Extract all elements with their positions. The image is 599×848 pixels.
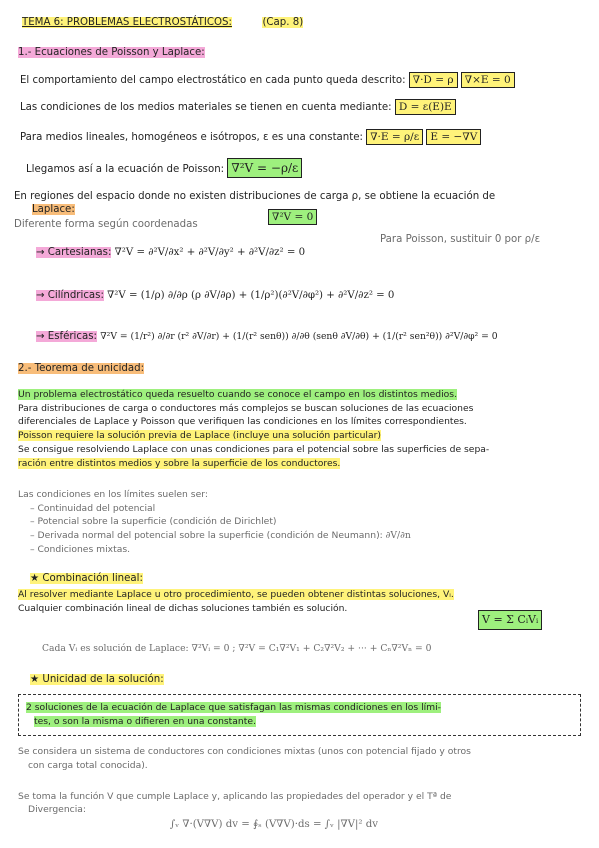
uniqueness-statement-2: tes, o son la misma o difieren en una constante.	[34, 716, 256, 727]
condition-1: – Continuidad del potencial	[30, 503, 156, 514]
line-material-conditions: Las condiciones de los medios materiales se tienen en cuenta mediante: D = ε(E)E	[20, 99, 456, 115]
cartesian-equation: ∇²V = ∂²V/∂x² + ∂²V/∂y² + ∂²V/∂z² = 0	[114, 247, 306, 258]
uniqueness-statement-1: 2 soluciones de la ecuación de Laplace que satisfagan las mismas condiciones en los lími-	[26, 702, 441, 713]
gauss-law-box: ∇·D = ρ	[409, 72, 458, 88]
constitutive-box: D = ε(E)E	[395, 99, 456, 115]
section-2-heading: 2.- Teorema de unicidad:	[18, 363, 145, 374]
gradient-box: E = −∇V	[426, 129, 481, 145]
line-linear-media: Para medios lineales, homogéneos e isótropos, ε es una constante: ∇·E = ρ/ε E = −∇V	[20, 129, 481, 145]
divergence-equation: ∫ᵥ ∇·(V∇V) dv = ∮ₛ (V∇V)·ds = ∫ᵥ |∇V|² dv	[170, 819, 379, 830]
uniqueness-p4b: ración entre distintos medios y sobre la superficie de los conductores.	[18, 458, 341, 469]
uniqueness-p3: Poisson requiere la solución previa de Laplace (incluye una solución particular)	[18, 430, 381, 441]
uniqueness-p2a: Para distribuciones de carga o conductores más complejos se buscan soluciones de las ecuaciones	[18, 403, 474, 414]
uniqueness-p4a: Se consigue resolviendo Laplace con unas condiciones para el potencial sobre las superficies de sepa-	[18, 444, 490, 455]
chapter-ref: (Cap. 8)	[262, 17, 304, 28]
section-1-heading: 1.- Ecuaciones de Poisson y Laplace:	[18, 47, 205, 58]
linear-combination-box: V = Σ CᵢVᵢ	[478, 610, 542, 630]
laplace-equation-box: ∇²V = 0	[268, 209, 317, 225]
uniqueness-sol-heading: ★ Unicidad de la solución:	[30, 674, 164, 685]
combination-line-3: Cada Vᵢ es solución de Laplace: ∇²Vᵢ = 0 ; ∇²V = C₁∇²V₁ + C₂∇²V₂ + ··· + Cₙ∇²Vₙ = 0	[42, 643, 432, 654]
cylindrical-equation: ∇²V = (1/ρ) ∂/∂ρ (ρ ∂V/∂ρ) + (1/ρ²)(∂²V/∂φ²) + ∂²V/∂z² = 0	[107, 290, 395, 301]
uniqueness-p2b: diferenciales de Laplace y Poisson que verifiquen las condiciones en los límites correspondientes.	[18, 416, 467, 427]
condition-2: – Potencial sobre la superficie (condición de Dirichlet)	[30, 516, 277, 527]
divergence-line-2: Divergencia:	[28, 804, 86, 815]
conditions-intro: Las condiciones en los límites suelen ser:	[18, 489, 208, 500]
page-title-row	[22, 16, 303, 29]
line-poisson: Llegamos así a la ecuación de Poisson: ∇²V = −ρ/ε	[26, 158, 302, 178]
combination-heading: ★ Combinación lineal:	[30, 573, 143, 584]
system-line-2: con carga total conocida).	[28, 760, 148, 771]
curl-free-box: ∇×E = 0	[461, 72, 515, 88]
combination-eq-row	[478, 610, 542, 630]
normal-derivative: ∂V/∂n	[385, 530, 411, 541]
system-line-1: Se considera un sistema de conductores con condiciones mixtas (unos con potencial fijado y otros	[18, 746, 471, 757]
combination-line-1: Al resolver mediante Laplace u otro procedimiento, se pueden obtener distintas soluciones, Vᵢ.	[18, 589, 454, 600]
poisson-note: Para Poisson, sustituir 0 por ρ/ε	[380, 234, 541, 245]
line-coordinates: Diferente forma según coordenadas	[14, 219, 198, 230]
line-field-description: El comportamiento del campo electrostático en cada punto queda descrito: ∇·D = ρ ∇×E = 0	[20, 72, 515, 88]
page-title: TEMA 6: PROBLEMAS ELECTROSTÁTICOS:	[22, 17, 232, 28]
cartesian-row: → Cartesianas: ∇²V = ∂²V/∂x² + ∂²V/∂y² + ∂²V/∂z² = 0	[36, 247, 306, 258]
laplace-eq-row	[268, 209, 317, 225]
condition-4: – Condiciones mixtas.	[30, 544, 131, 555]
line-laplace-b: Laplace:	[32, 204, 75, 215]
combination-line-2: Cualquier combinación lineal de dichas soluciones también es solución.	[18, 603, 348, 614]
divergence-line-1: Se toma la función V que cumple Laplace y, aplicando las propiedades del operador y el Tª de	[18, 791, 452, 802]
cylindrical-row: → Cilíndricas: ∇²V = (1/ρ) ∂/∂ρ (ρ ∂V/∂ρ) + (1/ρ²)(∂²V/∂φ²) + ∂²V/∂z² = 0	[36, 290, 395, 301]
condition-3: – Derivada normal del potencial sobre la superficie (condición de Neumann): ∂V/∂n	[30, 530, 411, 541]
uniqueness-p1: Un problema electrostático queda resuelto cuando se conoce el campo en los distintos medios.	[18, 389, 457, 400]
div-e-box: ∇·E = ρ/ε	[366, 129, 423, 145]
line-laplace-a: En regiones del espacio donde no existen distribuciones de carga ρ, se obtiene la ecuación de	[14, 191, 496, 202]
poisson-equation-box: ∇²V = −ρ/ε	[227, 158, 302, 178]
spherical-equation: ∇²V = (1/r²) ∂/∂r (r² ∂V/∂r) + (1/(r² senθ)) ∂/∂θ (senθ ∂V/∂θ) + (1/(r² sen²θ)) ∂²V/∂φ² = 0	[100, 331, 498, 342]
spherical-row: → Esféricas: ∇²V = (1/r²) ∂/∂r (r² ∂V/∂r) + (1/(r² senθ)) ∂/∂θ (senθ ∂V/∂θ) + (1/(r² sen²θ)) ∂²V/∂φ² = 0	[36, 331, 498, 342]
